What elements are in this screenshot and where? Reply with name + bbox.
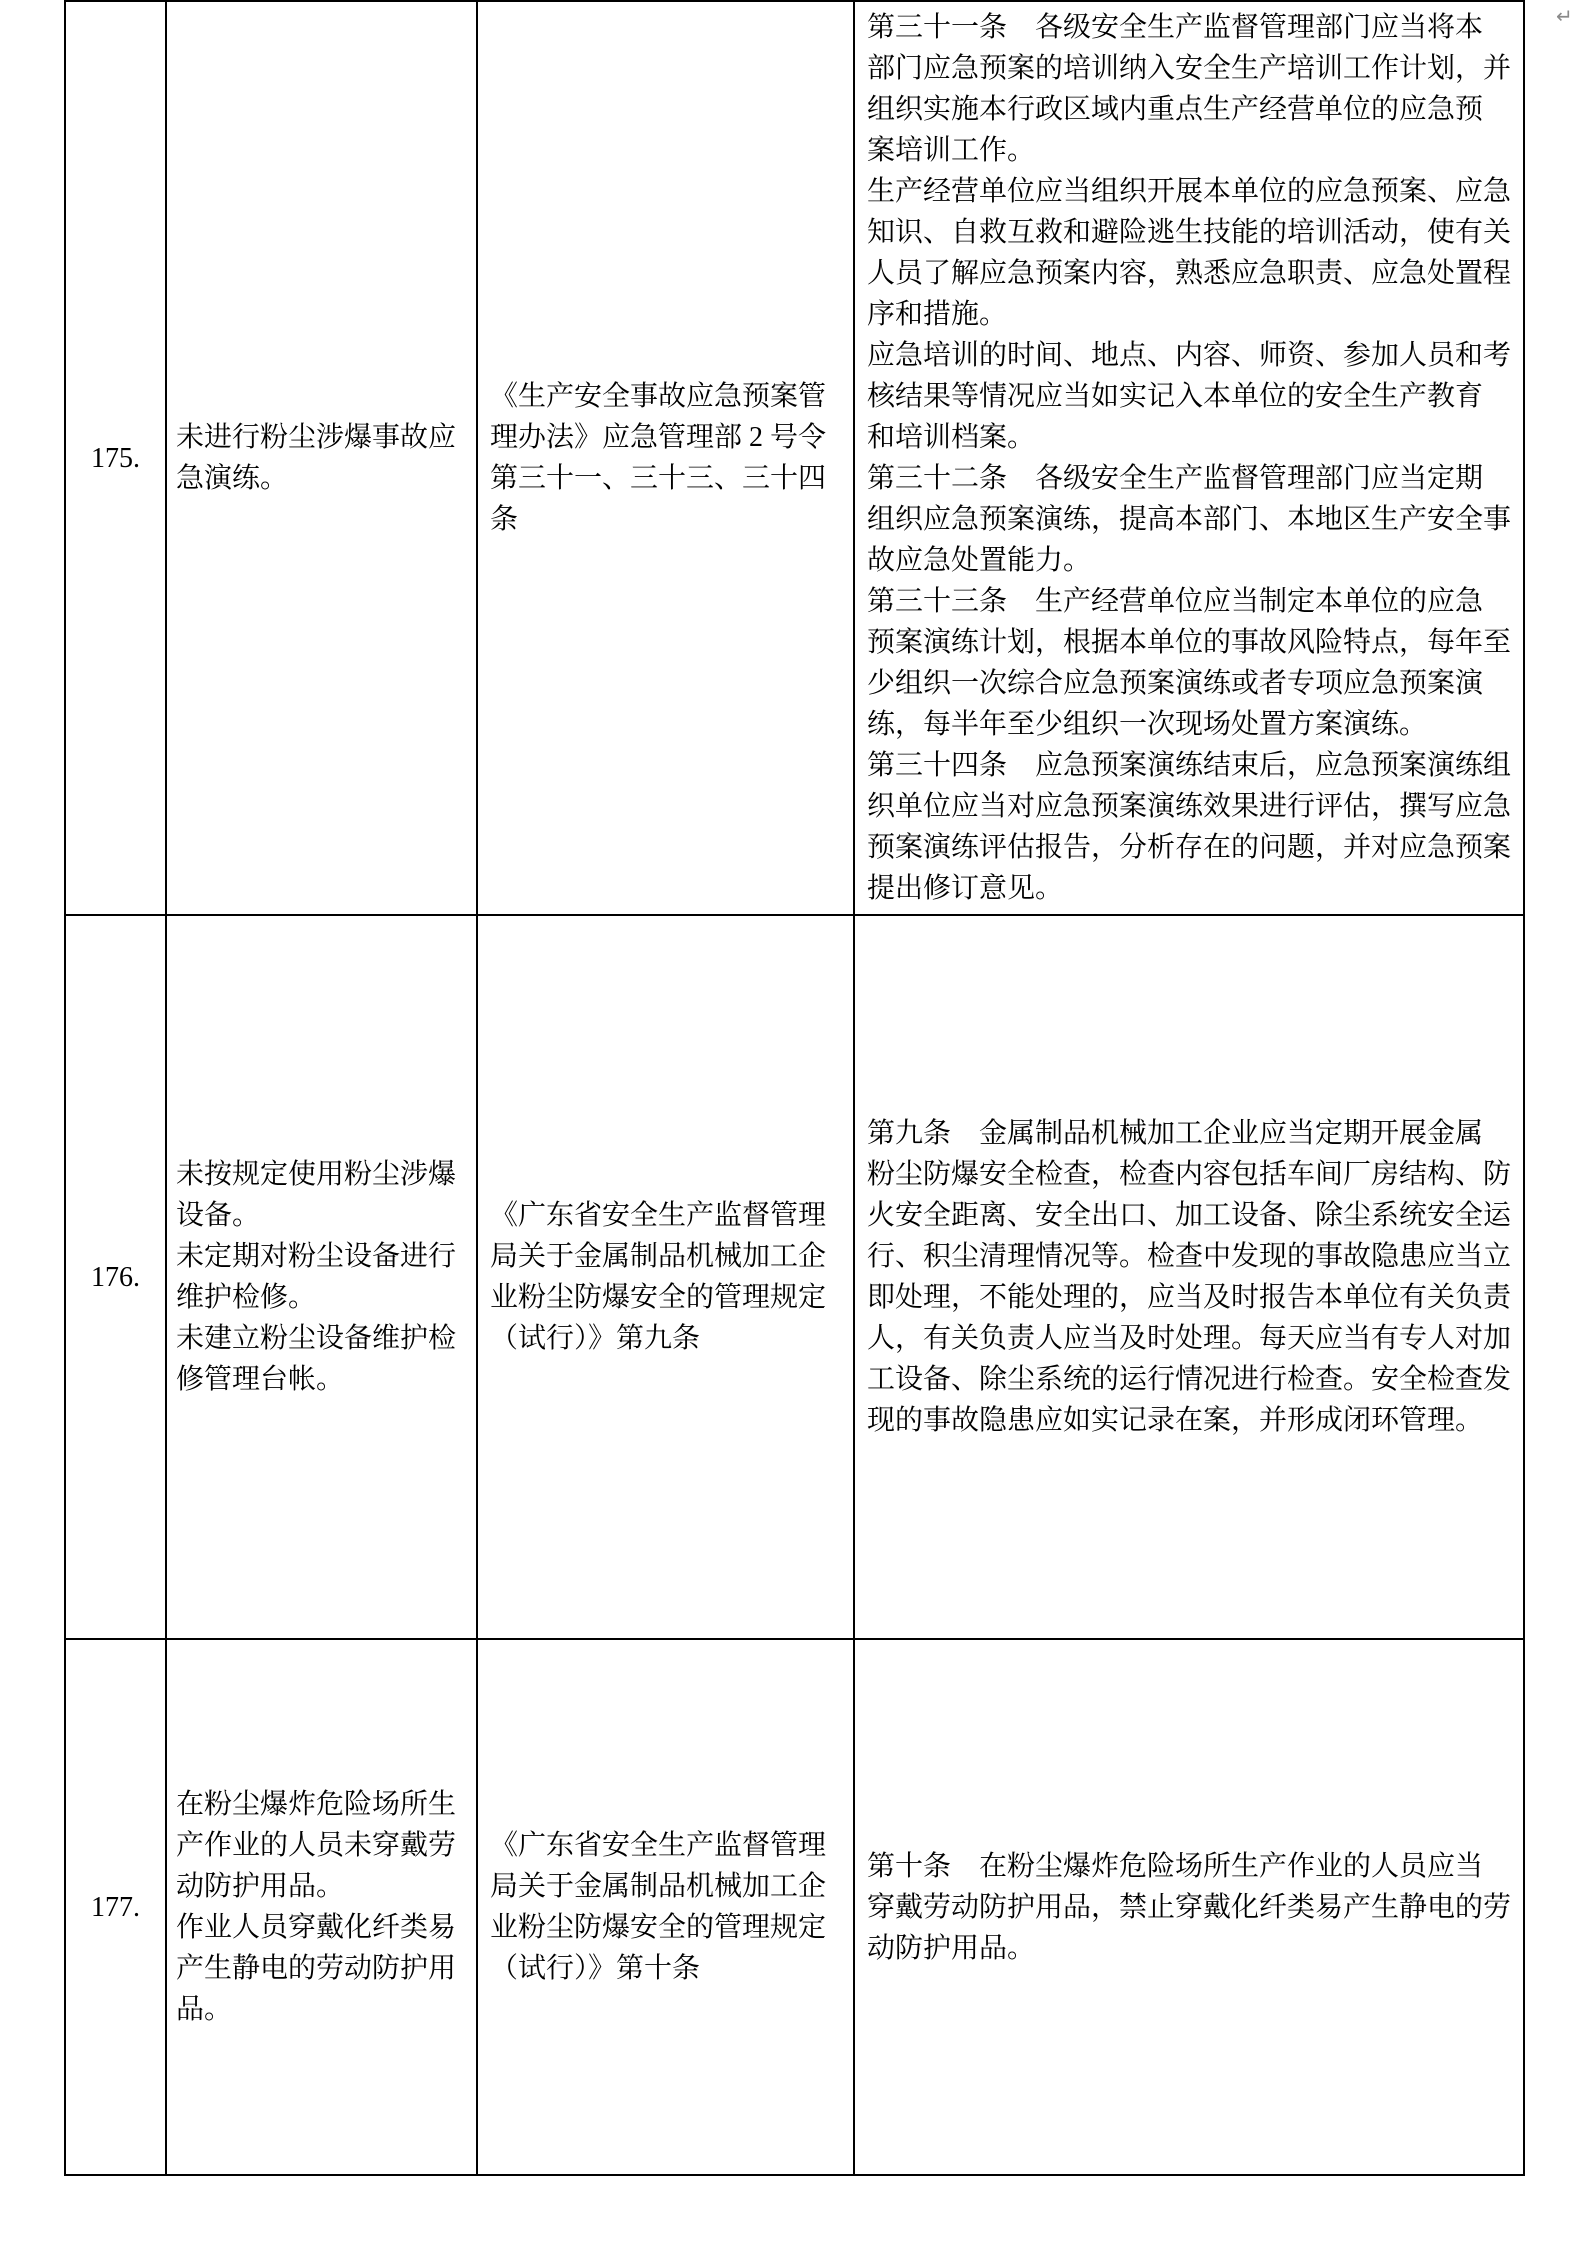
text-line: 局关于金属制品机械加工企 (490, 1241, 827, 1272)
text-line: 案培训工作。 (867, 135, 1036, 166)
row-number: 175. (91, 442, 140, 474)
text-line: 业粉尘防爆安全的管理规定 (490, 1912, 827, 1943)
text-line: 第十条 在粉尘爆炸危险场所生产作业的人员应当 (867, 1850, 1484, 1882)
text-line: 提出修订意见。 (867, 873, 1064, 904)
text-line: （试行）》第九条 (490, 1323, 701, 1354)
text-line: 应急培训的时间、地点、内容、师资、参加人员和考 (867, 340, 1512, 371)
row-number: 177. (91, 1891, 140, 1923)
text-line: 理办法》应急管理部 2 号令 (490, 422, 827, 453)
text-line: 作业人员穿戴化纤类易 (176, 1912, 457, 1943)
row-177-basis-cell (478, 1640, 855, 2176)
text-line: 修管理台帐。 (176, 1364, 345, 1395)
row-number: 176. (91, 1261, 140, 1293)
text-line: 第三十三条 生产经营单位应当制定本单位的应急 (867, 586, 1484, 617)
text-line: 预案演练评估报告，分析存在的问题，并对应急预案 (867, 832, 1512, 863)
text-line: 粉尘防爆安全检查，检查内容包括车间厂房结构、防 (867, 1159, 1512, 1190)
text-line: 第三十一条 各级安全生产监督管理部门应当将本 (867, 12, 1484, 43)
text-line: 急演练。 (176, 463, 289, 494)
text-line: 第三十二条 各级安全生产监督管理部门应当定期 (867, 463, 1484, 494)
text-line: 动防护用品。 (176, 1871, 345, 1902)
row-175-number-cell (66, 2, 167, 916)
text-line: 《广东省安全生产监督管理 (490, 1830, 827, 1861)
paragraph-mark: ↵ (1556, 4, 1573, 28)
text-line: 部门应急预案的培训纳入安全生产培训工作计划，并 (867, 53, 1512, 84)
text-line: 未建立粉尘设备维护检 (176, 1323, 457, 1354)
text-line: 少组织一次综合应急预案演练或者专项应急预案演 (867, 668, 1484, 699)
row-175-provision-cell (855, 2, 1525, 916)
text-line: 行、积尘清理情况等。检查中发现的事故隐患应当立 (867, 1241, 1512, 1272)
text-line: 动防护用品。 (867, 1932, 1036, 1964)
text-line: 业粉尘防爆安全的管理规定 (490, 1282, 827, 1313)
text-line: 序和措施。 (867, 299, 1008, 330)
text-line: 知识、自救互救和避险逃生技能的培训活动，使有关 (867, 217, 1512, 248)
text-line: 预案演练计划，根据本单位的事故风险特点，每年至 (867, 627, 1512, 658)
row-176-violation-cell (167, 916, 478, 1640)
regulation-table (64, 0, 1525, 2176)
text-line: 《生产安全事故应急预案管 (490, 381, 827, 412)
text-line: 设备。 (176, 1200, 261, 1231)
text-line: 工设备、除尘系统的运行情况进行检查。安全检查发 (867, 1364, 1512, 1395)
text-line: 未进行粉尘涉爆事故应 (176, 422, 457, 453)
text-line: 人员了解应急预案内容，熟悉应急职责、应急处置程 (867, 258, 1512, 289)
text-line: 核结果等情况应当如实记入本单位的安全生产教育 (867, 381, 1484, 412)
text-line: 局关于金属制品机械加工企 (490, 1871, 827, 1902)
text-line: （试行）》第十条 (490, 1953, 701, 1984)
text-line: 即处理，不能处理的，应当及时报告本单位有关负责 (867, 1282, 1512, 1313)
text-line: 故应急处置能力。 (867, 545, 1092, 576)
text-line: 现的事故隐患应如实记录在案，并形成闭环管理。 (867, 1405, 1484, 1436)
text-line: 织单位应当对应急预案演练效果进行评估，撰写应急 (867, 791, 1512, 822)
text-line: 未按规定使用粉尘涉爆 (176, 1159, 457, 1190)
text-line: 产作业的人员未穿戴劳 (176, 1830, 457, 1861)
text-line: 《广东省安全生产监督管理 (490, 1200, 827, 1231)
text-line: 第三十四条 应急预案演练结束后，应急预案演练组 (867, 750, 1512, 781)
text-line: 和培训档案。 (867, 422, 1036, 453)
text-line: 在粉尘爆炸危险场所生 (176, 1789, 457, 1820)
text-line: 未定期对粉尘设备进行 (176, 1241, 457, 1272)
text-line: 维护检修。 (176, 1282, 317, 1313)
text-line: 穿戴劳动防护用品，禁止穿戴化纤类易产生静电的劳 (867, 1891, 1512, 1923)
text-line: 练，每半年至少组织一次现场处置方案演练。 (867, 709, 1428, 740)
row-176-number-cell (66, 916, 167, 1640)
row-175-basis-cell (478, 2, 855, 916)
text-line: 生产经营单位应当组织开展本单位的应急预案、应急 (867, 176, 1512, 207)
text-line: 组织应急预案演练，提高本部门、本地区生产安全事 (867, 504, 1512, 535)
row-177-provision-cell (855, 1640, 1525, 2176)
text-line: 组织实施本行政区域内重点生产经营单位的应急预 (867, 94, 1484, 125)
row-176-provision-cell (855, 916, 1525, 1640)
row-177-number-cell (66, 1640, 167, 2176)
text-line: 第三十一、三十三、三十四 (490, 463, 827, 494)
row-176-basis-cell (478, 916, 855, 1640)
text-line: 人，有关负责人应当及时处理。每天应当有专人对加 (867, 1323, 1512, 1354)
text-line: 品。 (176, 1994, 233, 2025)
text-line: 第九条 金属制品机械加工企业应当定期开展金属 (867, 1118, 1484, 1149)
text-line: 产生静电的劳动防护用 (176, 1953, 457, 1984)
row-177-violation-cell (167, 1640, 478, 2176)
text-line: 条 (490, 504, 519, 535)
row-175-violation-cell (167, 2, 478, 916)
text-line: 火安全距离、安全出口、加工设备、除尘系统安全运 (867, 1200, 1512, 1231)
